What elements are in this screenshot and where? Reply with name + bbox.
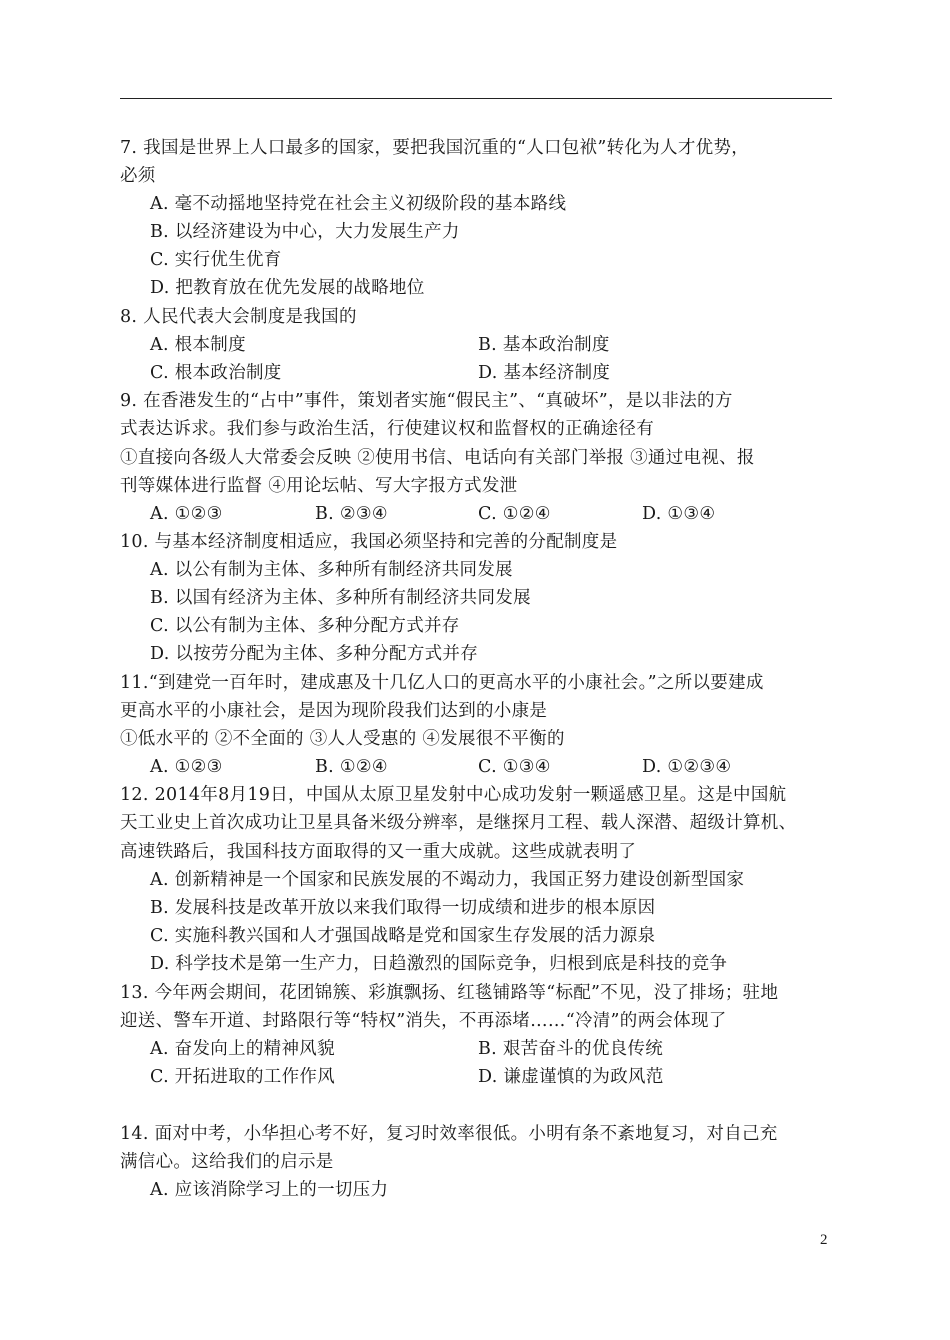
q8-stem: 8. 人民代表大会制度是我国的 [120,307,357,327]
q8-option-d: D. 基本经济制度 [478,363,611,383]
q11-option-c: C. ①③④ [478,757,551,777]
q12-option-d: D. 科学技术是第一生产力，日趋激烈的国际竞争，归根到底是科技的竞争 [150,954,728,974]
q9-option-c: C. ①②④ [478,504,551,524]
q13-option-c: C. 开拓进取的工作作风 [150,1067,335,1087]
q11-option-a: A. ①②③ [150,757,223,777]
q12-stem: 12. 2014年8月19日，中国从太原卫星发射中心成功发射一颗遥感卫星。这是中国航 [120,785,787,805]
q14-stem: 14. 面对中考，小华担心考不好，复习时效率很低。小明有条不紊地复习，对自己充 [120,1124,778,1144]
q9-stem-cont: 式表达诉求。我们参与政治生活，行使建议权和监督权的正确途径有 [120,419,654,439]
q10-option-a: A. 以公有制为主体、多种所有制经济共同发展 [150,560,513,580]
q7-option-b: B. 以经济建设为中心，大力发展生产力 [150,222,460,242]
q8-option-a: A. 根本制度 [150,335,246,355]
q12-stem-cont: 天工业史上首次成功让卫星具备米级分辨率，是继探月工程、载人深潜、超级计算机、 [120,813,797,833]
page-number: 2 [820,1232,828,1248]
q13-option-a: A. 奋发向上的精神风貌 [150,1039,335,1059]
q12-option-c: C. 实施科教兴国和人才强国战略是党和国家生存发展的活力源泉 [150,926,656,946]
q7-option-a: A. 毫不动摇地坚持党在社会主义初级阶段的基本路线 [150,194,567,214]
q11-option-b: B. ①②④ [315,757,388,777]
q11-stem: 11.“到建党一百年时，建成惠及十几亿人口的更高水平的小康社会。”之所以要建成 [120,673,764,693]
q11-stem-cont: 更高水平的小康社会，是因为现阶段我们达到的小康是 [120,701,548,721]
q9-items: ①直接向各级人大常委会反映 ②使用书信、电话向有关部门举报 ③通过电视、报 [120,448,755,468]
q13-option-b: B. 艰苦奋斗的优良传统 [478,1039,664,1059]
q10-stem: 10. 与基本经济制度相适应，我国必须坚持和完善的分配制度是 [120,532,618,552]
q13-stem-cont: 迎送、警车开道、封路限行等“特权”消失，不再添堵……“冷清”的两会体现了 [120,1011,727,1031]
q14-option-a: A. 应该消除学习上的一切压力 [150,1180,389,1200]
q10-option-d: D. 以按劳分配为主体、多种分配方式并存 [150,644,479,664]
q14-stem-cont: 满信心。这给我们的启示是 [120,1152,334,1172]
q9-option-d: D. ①③④ [642,504,716,524]
q7-option-c: C. 实行优生优育 [150,250,282,270]
q9-items-cont: 刊等媒体进行监督 ④用论坛帖、写大字报方式发泄 [120,476,518,496]
q12-stem-cont2: 高速铁路后，我国科技方面取得的又一重大成就。这些成就表明了 [120,842,637,862]
q7-stem: 7. 我国是世界上人口最多的国家，要把我国沉重的“人口包袱”转化为人才优势， [120,138,750,158]
q12-option-b: B. 发展科技是改革开放以来我们取得一切成绩和进步的根本原因 [150,898,656,918]
q7-option-d: D. 把教育放在优先发展的战略地位 [150,278,425,298]
q11-option-d: D. ①②③④ [642,757,732,777]
q9-option-b: B. ②③④ [315,504,388,524]
q12-option-a: A. 创新精神是一个国家和民族发展的不竭动力，我国正努力建设创新型国家 [150,870,745,890]
q13-option-d: D. 谦虚谨慎的为政风范 [478,1067,664,1087]
q10-option-c: C. 以公有制为主体、多种分配方式并存 [150,616,460,636]
q8-option-b: B. 基本政治制度 [478,335,610,355]
q11-items: ①低水平的 ②不全面的 ③人人受惠的 ④发展很不平衡的 [120,729,565,749]
q10-option-b: B. 以国有经济为主体、多种所有制经济共同发展 [150,588,531,608]
header-rule [120,98,832,99]
q8-option-c: C. 根本政治制度 [150,363,282,383]
q9-stem: 9. 在香港发生的“占中”事件，策划者实施“假民主”、“真破坏”，是以非法的方 [120,391,733,411]
q9-option-a: A. ①②③ [150,504,223,524]
q7-stem-cont: 必须 [120,166,156,186]
q13-stem: 13. 今年两会期间，花团锦簇、彩旗飘扬、红毯铺路等“标配”不见，没了排场；驻地 [120,983,779,1003]
